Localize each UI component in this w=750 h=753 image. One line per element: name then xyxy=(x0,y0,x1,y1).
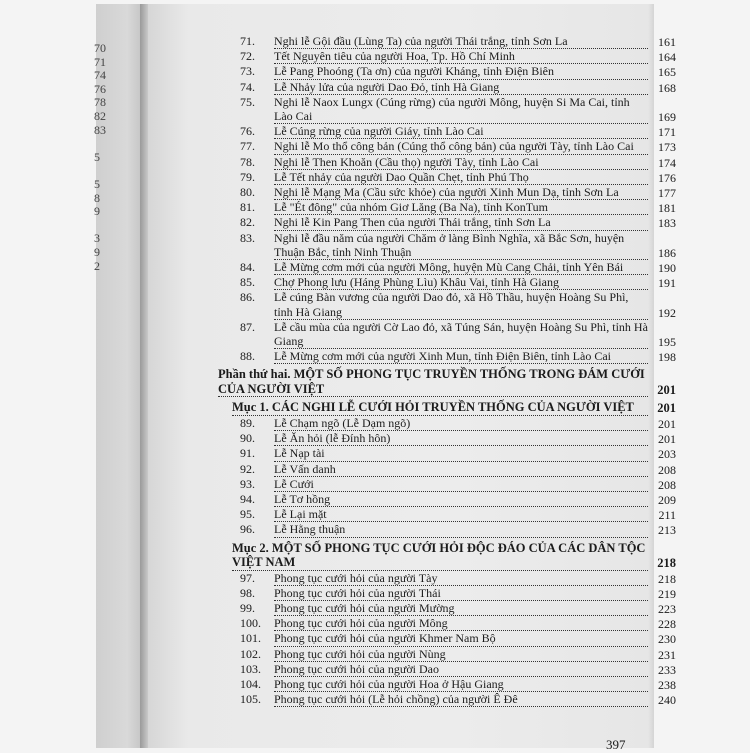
entry-title: Phong tục cưới hỏi của người Nùng xyxy=(274,647,648,662)
entry-page: 203 xyxy=(658,447,676,462)
entry-page: 183 xyxy=(658,216,676,231)
entry-title: Lễ cầu mùa của người Cờ Lao đỏ, xã Túng Sán, huyện Hoàng Su Phì, tỉnh Hà Giang xyxy=(274,319,648,349)
entry-title: Nghi lễ đầu năm của người Chăm ở làng Bình Nghĩa, xã Bắc Sơn, huyện Thuận Bắc, tỉnh Ninh Thuận xyxy=(274,231,648,260)
toc-entry[interactable] xyxy=(218,367,676,397)
left-page-number: 9 xyxy=(94,244,100,259)
entry-page: 176 xyxy=(658,170,676,185)
entry-number: 90. xyxy=(240,431,255,446)
entry-page: 223 xyxy=(658,602,676,616)
entry-title: Nghi lễ Mo thổ công bản (Cúng thổ công bản) của người Tày, tỉnh Lào Cai xyxy=(274,139,648,154)
entry-page: 190 xyxy=(658,261,676,276)
entry-title: Lễ Mừng cơm mới của người Mông, huyện Mù Cang Chải, tỉnh Yên Bái xyxy=(274,260,648,275)
entry-title: Phong tục cưới hỏi của người Hoa ở Hậu Giang xyxy=(274,677,648,692)
entry-page: 174 xyxy=(658,155,676,170)
entry-title: Lễ Tơ hồng xyxy=(274,492,648,507)
left-page-number: 78 xyxy=(94,95,106,110)
entry-number: 88. xyxy=(240,349,255,364)
toc-entry[interactable] xyxy=(218,260,676,275)
entry-title: Phong tục cưới hỏi của người Mông xyxy=(274,616,648,631)
entry-page: 186 xyxy=(658,245,676,260)
entry-number: 71. xyxy=(240,34,255,48)
entry-page: 181 xyxy=(658,201,676,216)
toc-entry[interactable] xyxy=(218,400,676,416)
entry-title: Nghi lễ Gội đầu (Lùng Ta) của người Thái trắng, tỉnh Sơn La xyxy=(274,34,648,49)
left-page-number: 8 xyxy=(94,190,100,205)
left-page-number xyxy=(94,164,106,178)
toc-entry[interactable] xyxy=(218,155,676,170)
entry-number: 81. xyxy=(240,200,255,215)
entry-page: 191 xyxy=(658,276,676,291)
toc-entry[interactable] xyxy=(218,571,676,586)
entry-number: 72. xyxy=(240,49,255,64)
entry-number: 92. xyxy=(240,461,255,476)
entry-number: 103. xyxy=(240,661,261,676)
entry-number: 79. xyxy=(240,169,255,184)
entry-title: Mục 1. CÁC NGHI LỄ CƯỚI HỎI TRUYỀN THỐNG CỦA NGƯỜI VIỆT xyxy=(232,400,648,416)
toc-entry[interactable] xyxy=(218,462,676,477)
left-page-number xyxy=(94,219,106,233)
entry-number: 76. xyxy=(240,124,255,139)
entry-number: 100. xyxy=(240,616,261,631)
toc-entry[interactable] xyxy=(218,139,676,154)
entry-title: Phong tục cưới hỏi của người Khmer Nam Bộ xyxy=(274,631,648,646)
entry-page: 209 xyxy=(658,492,676,507)
entry-number: 85. xyxy=(240,275,255,290)
entry-title: Lễ Cúng rừng của người Giáy, tỉnh Lào Cai xyxy=(274,124,648,139)
entry-page: 213 xyxy=(658,523,676,538)
entry-number: 93. xyxy=(240,476,255,491)
entry-page: 240 xyxy=(658,693,676,708)
entry-number: 98. xyxy=(240,585,255,600)
entry-page: 177 xyxy=(658,186,676,201)
entry-title: Lễ Vấn danh xyxy=(274,462,648,477)
toc-entry[interactable] xyxy=(218,522,676,537)
entry-page: 168 xyxy=(658,80,676,95)
toc-entry[interactable] xyxy=(218,647,676,662)
toc-entry[interactable] xyxy=(218,477,676,492)
entry-title: Tết Nguyên tiêu của người Hoa, Tp. Hồ Chí Minh xyxy=(274,49,648,64)
entry-title: Lễ Pang Phoóng (Ta ơn) của người Kháng, tỉnh Điện Biên xyxy=(274,64,648,79)
entry-title: Nghi lễ Then Khoăn (Cầu thọ) người Tày, tỉnh Lào Cai xyxy=(274,155,648,170)
entry-number: 73. xyxy=(240,64,255,79)
entry-page: 208 xyxy=(658,477,676,492)
entry-title: Lễ Ăn hỏi (lễ Đính hôn) xyxy=(274,431,648,446)
toc-entry[interactable] xyxy=(218,275,676,290)
left-page-number: 74 xyxy=(94,68,106,83)
page-shadow xyxy=(648,4,654,748)
entry-title: Chợ Phong lưu (Háng Phùng Lìu) Khâu Vai, tỉnh Hà Giang xyxy=(274,275,648,290)
entry-page: 192 xyxy=(658,305,676,320)
left-page-number: 76 xyxy=(94,81,106,96)
toc-entry[interactable] xyxy=(218,95,676,124)
toc-entry[interactable] xyxy=(218,586,676,601)
toc-entry[interactable] xyxy=(218,170,676,185)
toc-entry[interactable] xyxy=(218,64,676,79)
entry-title: Nghi lễ Mạng Ma (Cầu sức khỏe) của người Xinh Mun Dạ, tỉnh Sơn La xyxy=(274,185,648,200)
entry-number: 87. xyxy=(240,319,255,334)
toc-entry[interactable] xyxy=(218,185,676,200)
entry-number: 95. xyxy=(240,507,255,522)
entry-page: 201 xyxy=(657,401,676,416)
entry-title: Lễ Lại mặt xyxy=(274,507,648,522)
entry-number: 89. xyxy=(240,415,255,430)
entry-number: 94. xyxy=(240,491,255,506)
left-page-number: 82 xyxy=(94,108,106,123)
toc-entry[interactable] xyxy=(218,124,676,139)
left-page-number: 70 xyxy=(94,41,106,55)
entry-page: 218 xyxy=(657,556,676,571)
entry-title: Lễ Cưới xyxy=(274,477,648,492)
toc-page xyxy=(148,4,676,748)
entry-page: 230 xyxy=(658,632,676,647)
left-page-numbers xyxy=(94,42,106,273)
left-page-number: 2 xyxy=(94,258,100,273)
toc-entry[interactable] xyxy=(218,631,676,646)
entry-title: Phong tục cưới hỏi (Lễ hỏi chồng) của người Ê Đê xyxy=(274,692,648,707)
entry-number: 97. xyxy=(240,570,255,585)
toc-entry[interactable] xyxy=(218,492,676,507)
entry-number: 86. xyxy=(240,290,255,305)
left-page-number: 71 xyxy=(94,54,106,69)
toc-entry[interactable] xyxy=(218,290,676,319)
entry-title: Phong tục cưới hỏi của người Tày xyxy=(274,571,648,586)
entry-title: Lễ Nạp tài xyxy=(274,446,648,461)
entry-number: 91. xyxy=(240,446,255,461)
entry-number: 80. xyxy=(240,185,255,200)
entry-page: 228 xyxy=(658,617,676,632)
entry-number: 74. xyxy=(240,79,255,94)
entry-page: 201 xyxy=(658,416,676,431)
toc-entry[interactable] xyxy=(218,507,676,522)
table-of-contents xyxy=(218,34,676,707)
entry-page: 231 xyxy=(658,647,676,662)
page-number: 397 xyxy=(606,737,626,752)
entry-page: 161 xyxy=(658,35,676,49)
entry-title: Lễ Nhảy lửa của người Dao Đỏ, tỉnh Hà Giang xyxy=(274,80,648,95)
toc-entry[interactable] xyxy=(218,677,676,692)
entry-title: Mục 2. MỘT SỐ PHONG TỤC CƯỚI HỎI ĐỘC ĐÁO CỦA CÁC DÂN TỘC VIỆT NAM xyxy=(232,541,648,571)
entry-number: 77. xyxy=(240,139,255,154)
entry-number: 96. xyxy=(240,522,255,537)
entry-title: Phong tục cưới hỏi của người Mường xyxy=(274,601,648,616)
toc-entry[interactable] xyxy=(218,200,676,215)
entry-page: 238 xyxy=(658,678,676,693)
entry-title: Lễ Hằng thuận xyxy=(274,522,648,537)
left-page-number: 9 xyxy=(94,204,100,219)
book-photo-frame xyxy=(94,4,676,752)
entry-page: 169 xyxy=(658,110,676,125)
toc-entry[interactable] xyxy=(218,80,676,95)
toc-entry[interactable] xyxy=(218,662,676,677)
entry-page: 233 xyxy=(658,662,676,677)
entry-title: Lễ Mừng cơm mới của người Xinh Mun, tỉnh Điện Biên, tỉnh Lào Cai xyxy=(274,349,648,364)
entry-page: 218 xyxy=(658,571,676,586)
entry-number: 99. xyxy=(240,601,255,615)
entry-title: Nghi lễ Naox Lungx (Cúng rừng) của người Mông, huyện Si Ma Cai, tỉnh Lào Cai xyxy=(274,95,648,124)
entry-title: Lễ Chạm ngõ (Lễ Dạm ngõ) xyxy=(274,416,648,431)
left-page-number: 3 xyxy=(94,231,100,246)
entry-number: 104. xyxy=(240,677,261,692)
entry-number: 82. xyxy=(240,215,255,230)
toc-entry[interactable] xyxy=(218,215,676,230)
toc-entry[interactable] xyxy=(218,320,676,349)
entry-title: Phần thứ hai. MỘT SỐ PHONG TỤC TRUYỀN THỐNG TRONG ĐÁM CƯỚI CỦA NGƯỜI VIỆT xyxy=(218,367,648,397)
left-page-number: 83 xyxy=(94,122,106,137)
entry-number: 101. xyxy=(240,631,261,646)
left-page-number: 5 xyxy=(94,176,100,191)
entry-title: Lễ "Ét đông" của nhóm Giơ Lăng (Ba Na), tỉnh KonTum xyxy=(274,200,648,215)
entry-page: 201 xyxy=(658,432,676,447)
entry-page: 201 xyxy=(657,382,676,397)
entry-number: 78. xyxy=(240,154,255,169)
toc-entry[interactable] xyxy=(218,616,676,631)
entry-title: Phong tục cưới hỏi của người Thái xyxy=(274,586,648,601)
entry-title: Nghi lễ Kin Pang Then của người Thái trắng, tỉnh Sơn La xyxy=(274,215,648,230)
entry-page: 211 xyxy=(658,508,676,523)
toc-entry[interactable] xyxy=(218,416,676,431)
entry-number: 83. xyxy=(240,230,255,245)
toc-entry[interactable] xyxy=(218,692,676,707)
entry-title: Phong tục cưới hỏi của người Dao xyxy=(274,662,648,677)
entry-page: 208 xyxy=(658,462,676,477)
left-page-number xyxy=(94,137,106,151)
toc-entry[interactable] xyxy=(218,446,676,461)
entry-page: 164 xyxy=(658,50,676,65)
toc-entry[interactable] xyxy=(218,431,676,446)
toc-entry[interactable] xyxy=(218,349,676,364)
entry-page: 171 xyxy=(658,125,676,140)
entry-number: 105. xyxy=(240,692,261,707)
entry-title: Lễ cúng Bàn vương của người Dao đỏ, xã Hồ Thầu, huyện Hoàng Su Phì, tỉnh Hà Giang xyxy=(274,290,648,319)
entry-number: 75. xyxy=(240,94,255,109)
toc-entry[interactable] xyxy=(218,231,676,260)
entry-page: 219 xyxy=(658,586,676,601)
entry-title: Lễ Tết nhảy của người Dao Quần Chẹt, tỉnh Phú Thọ xyxy=(274,170,648,185)
toc-entry[interactable] xyxy=(218,49,676,64)
entry-page: 195 xyxy=(658,335,676,350)
entry-page: 173 xyxy=(658,140,676,155)
entry-number: 84. xyxy=(240,260,255,275)
toc-entry[interactable] xyxy=(218,34,676,49)
left-page-number: 5 xyxy=(94,149,100,164)
toc-entry[interactable] xyxy=(218,541,676,571)
entry-page: 198 xyxy=(658,350,676,365)
toc-entry[interactable] xyxy=(218,601,676,616)
entry-page: 165 xyxy=(658,65,676,80)
entry-number: 102. xyxy=(240,646,261,661)
